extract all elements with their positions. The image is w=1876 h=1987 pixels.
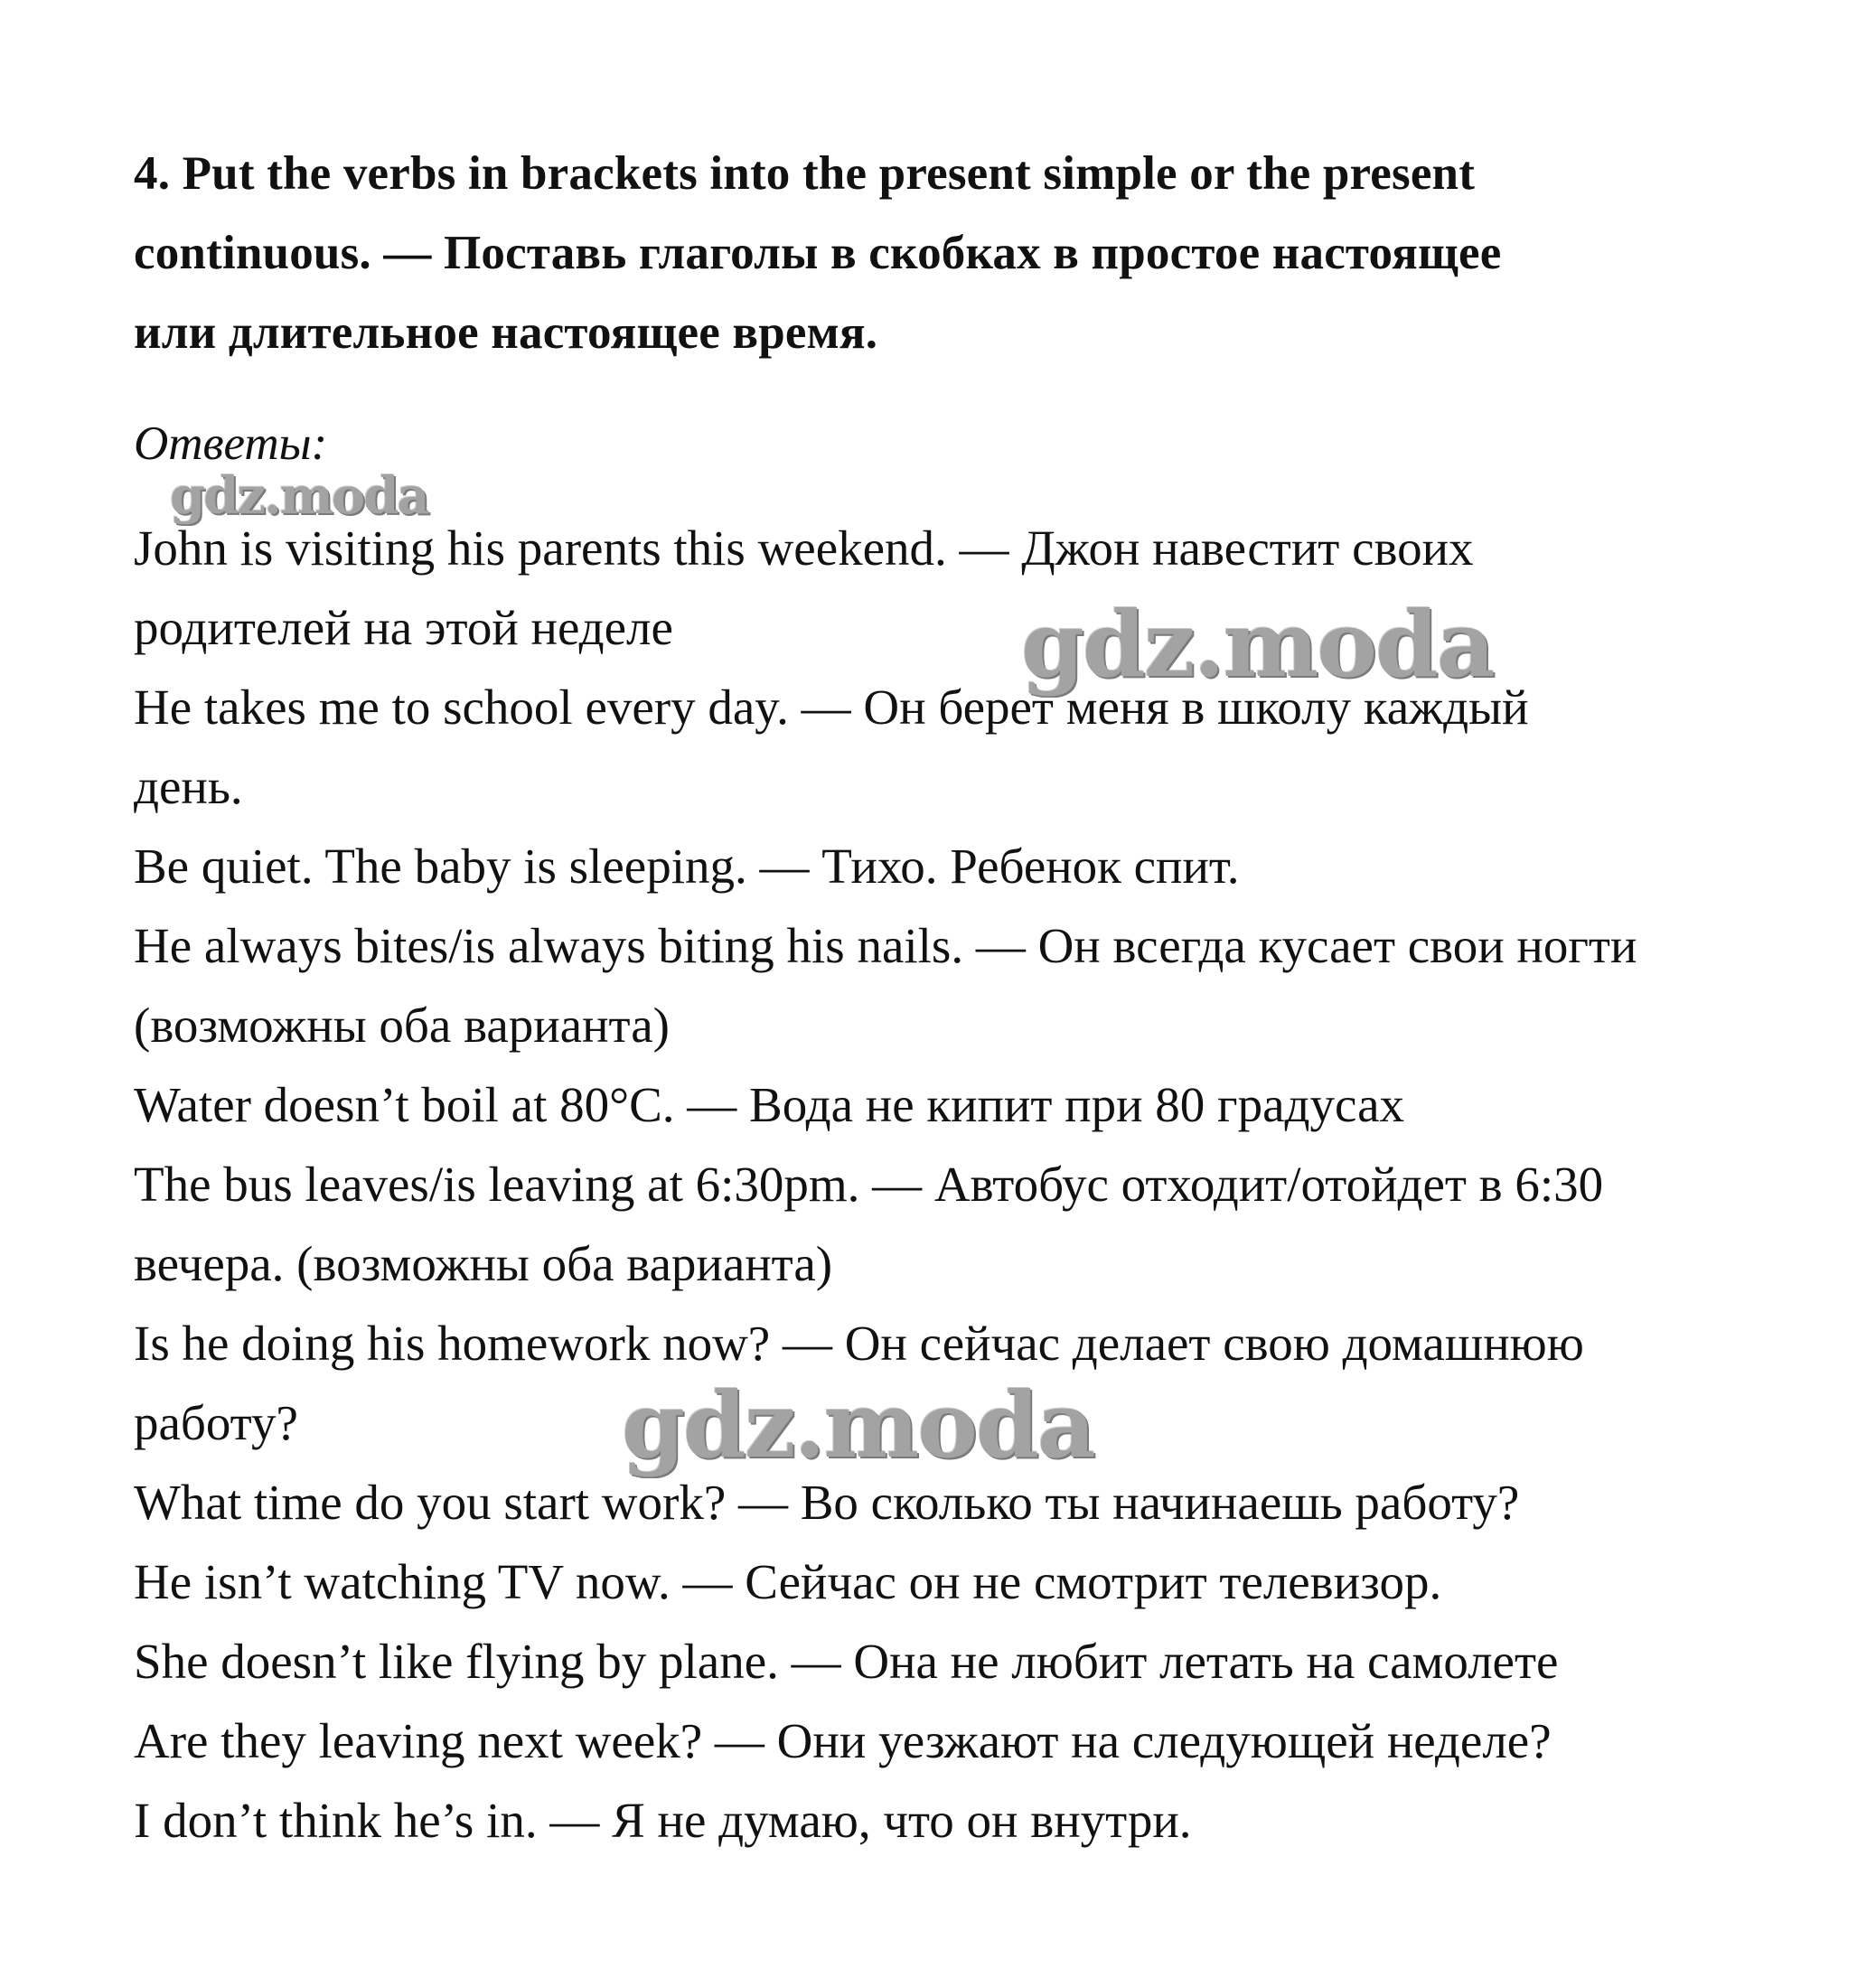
watermark: gdz.moda <box>170 466 428 526</box>
answer-line: вечера. (возможны оба варианта) <box>134 1236 833 1291</box>
answer-line: Is he doing his homework now? — Он сейчас делает свою домашнюю <box>134 1316 1584 1371</box>
answer-line: день. <box>134 759 243 814</box>
answer-line: Be quiet. The baby is sleeping. — Тихо. Ребенок спит. <box>134 839 1240 894</box>
heading-line-3: или длительное настоящее время. <box>134 306 878 359</box>
heading-line-1: 4. Put the verbs in brackets into the present simple or the present <box>134 147 1476 200</box>
answer-line: She doesn’t like flying by plane. — Она не любит летать на самолете <box>134 1634 1559 1689</box>
answer-line: He takes me to school every day. — Он берет меня в школу каждый <box>134 680 1529 735</box>
answer-line: The bus leaves/is leaving at 6:30pm. — Автобус отходит/отойдет в 6:30 <box>134 1157 1604 1212</box>
watermark: gdz.moda <box>1021 591 1494 698</box>
answers-label: Ответы: <box>134 417 328 470</box>
answer-line: He isn’t watching TV now. — Сейчас он не смотрит телевизор. <box>134 1554 1442 1609</box>
answer-line: работу? <box>134 1395 298 1450</box>
answer-line: John is visiting his parents this weekend. — Джон навестит своих <box>134 520 1474 576</box>
answer-line: He always bites/is always biting his nails. — Он всегда кусает свои ногти <box>134 918 1637 973</box>
answer-line: I don’t think he’s in. — Я не думаю, что он внутри. <box>134 1793 1192 1848</box>
answer-line: Are they leaving next week? — Они уезжают на следующей неделе? <box>134 1713 1552 1768</box>
watermark: gdz.moda <box>622 1372 1094 1478</box>
answer-line: родителей на этой неделе <box>134 600 673 655</box>
heading-line-2: continuous. — Поставь глаголы в скобках в простое настоящее <box>134 227 1502 279</box>
answer-line: Water doesn’t boil at 80°C. — Вода не кипит при 80 градусах <box>134 1077 1404 1132</box>
exercise-heading <box>134 134 1778 372</box>
answer-line: (возможны оба варианта) <box>134 998 670 1053</box>
answer-line: What time do you start work? — Во сколько ты начинаешь работу? <box>134 1475 1520 1530</box>
